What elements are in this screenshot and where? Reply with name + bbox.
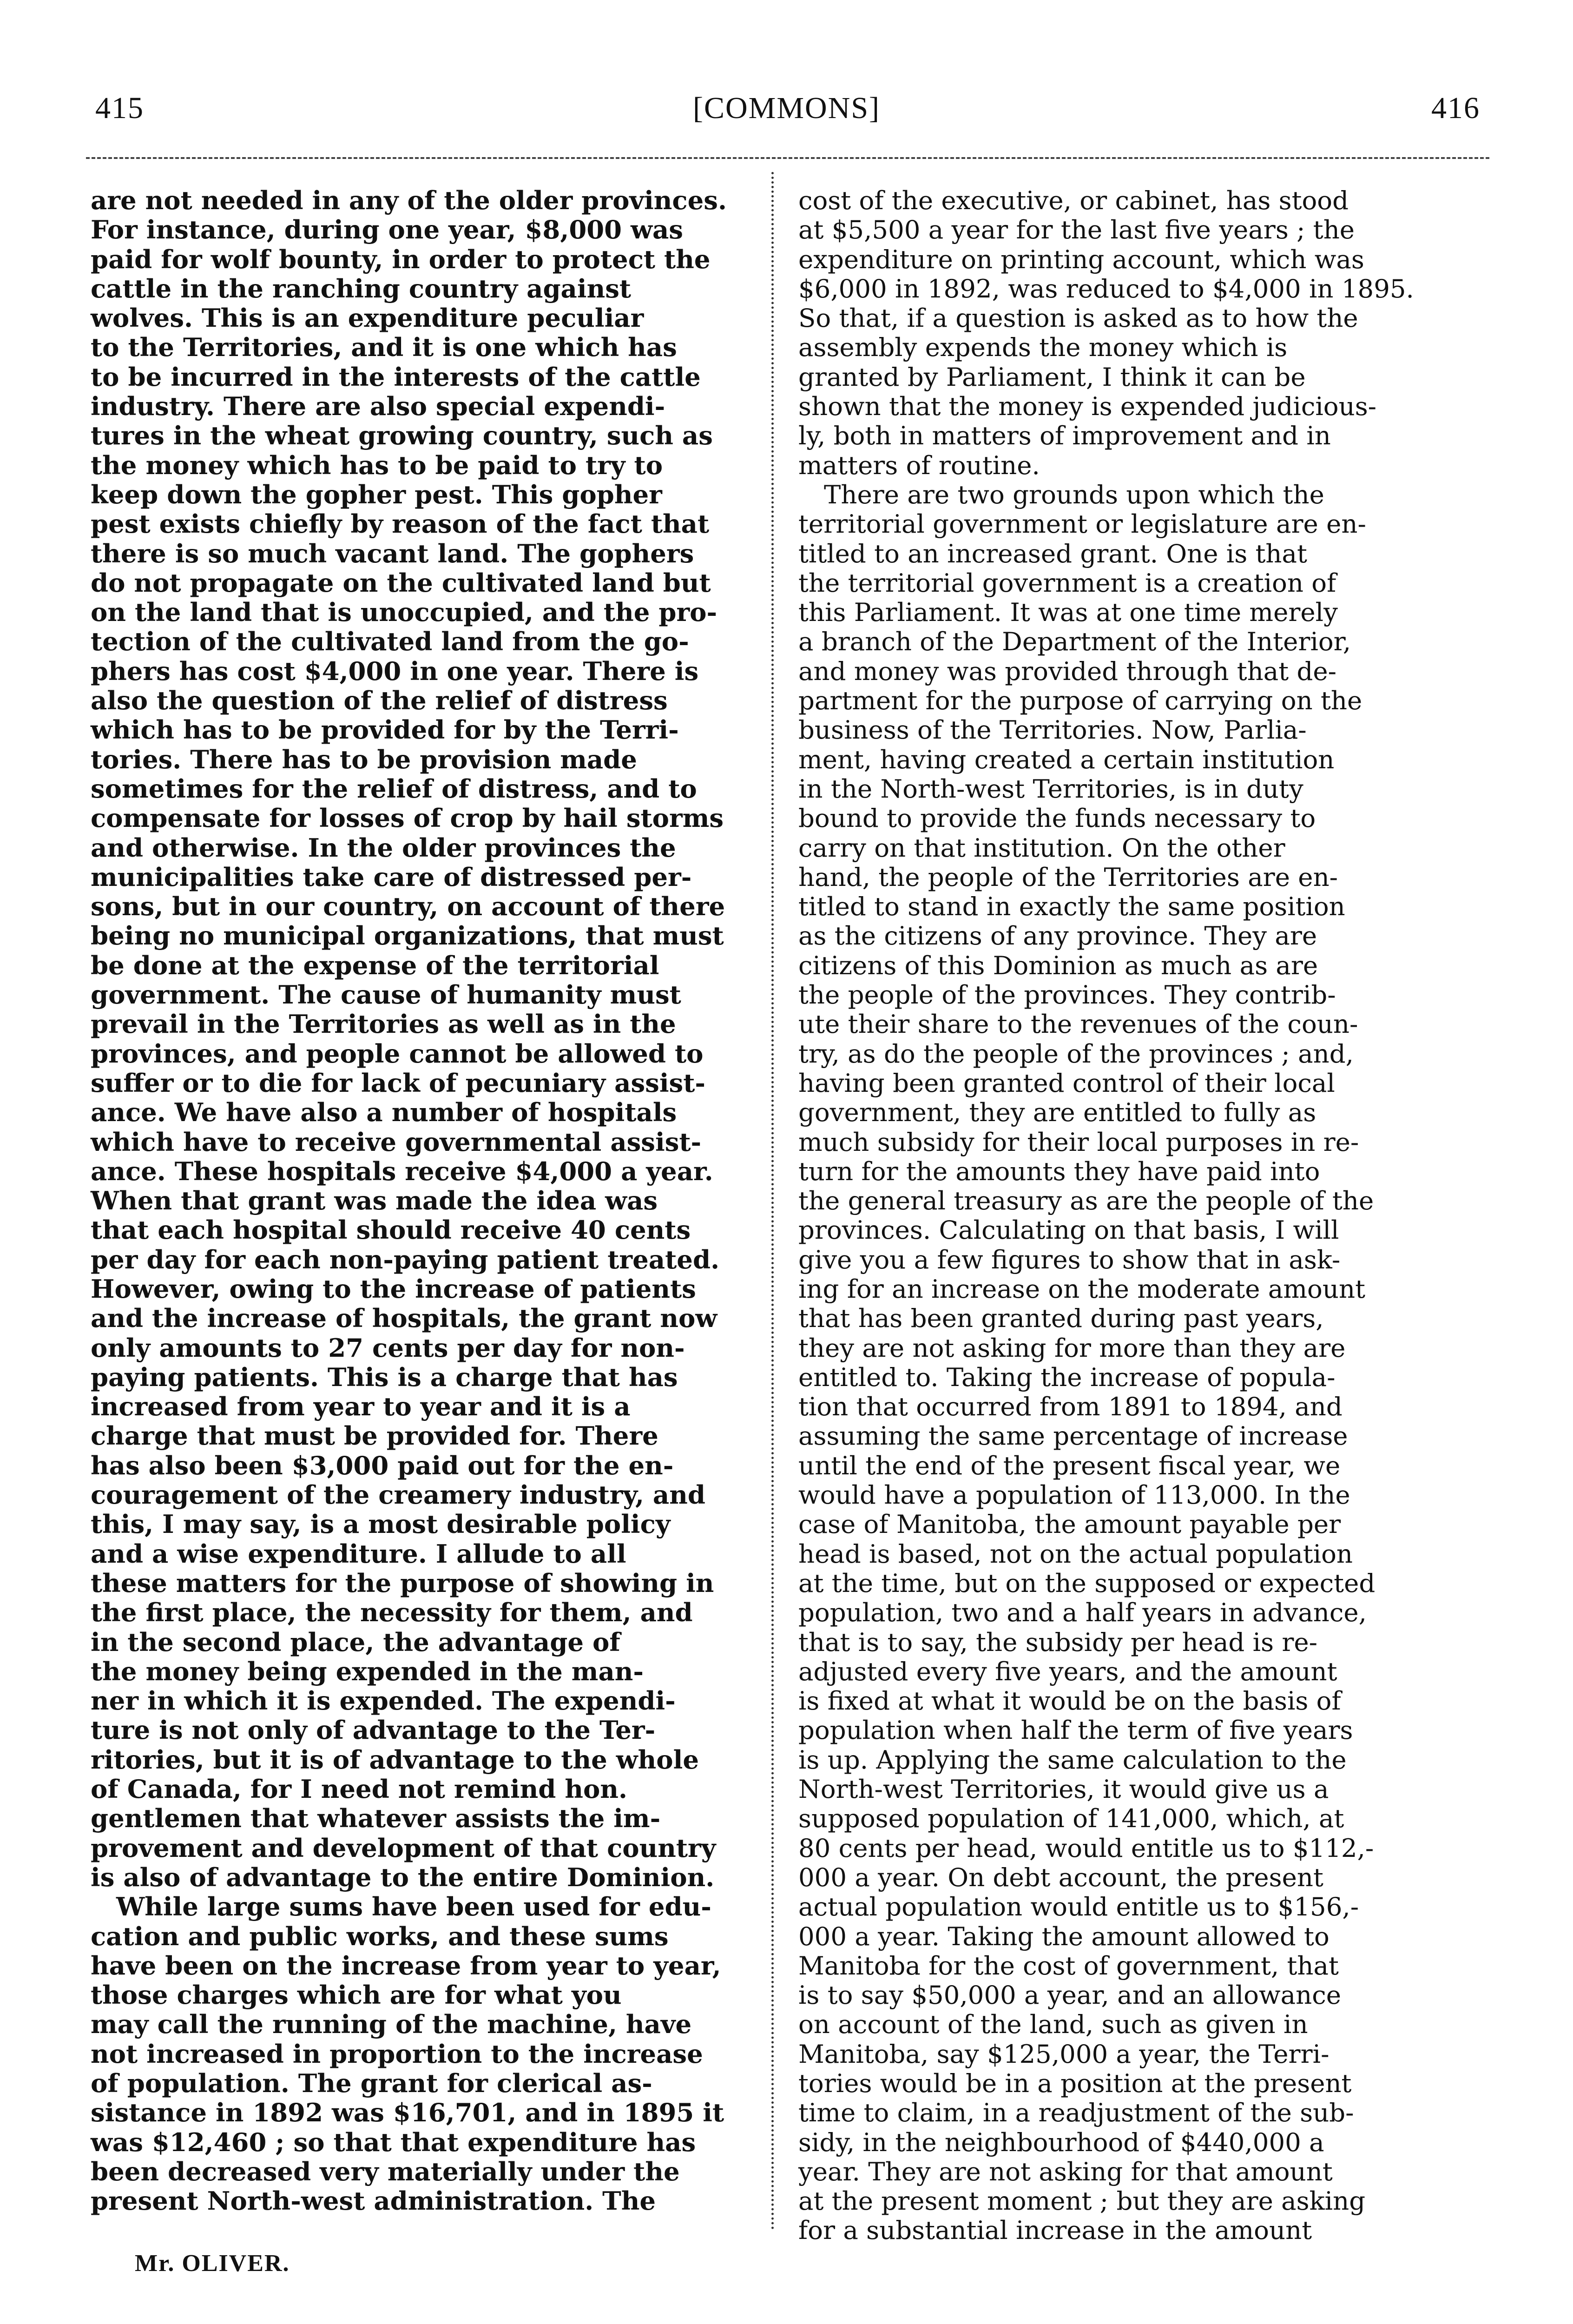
text-line: to be incurred in the interests of the cattle [91,362,701,392]
text-line: hand, the people of the Territories are en- [798,862,1338,892]
text-line: ritories, but it is of advantage to the whole [91,1744,699,1775]
text-line: tion that occurred from 1891 to 1894, and [798,1392,1343,1422]
text-line: do not propagate on the cultivated land but [91,568,711,598]
text-line: that each hospital should receive 40 cents [91,1215,691,1245]
text-line: tection of the cultivated land from the go- [91,627,689,657]
text-line: much subsidy for their local purposes in re- [798,1127,1359,1157]
text-line: be done at the expense of the territorial [91,950,659,980]
text-line: paid for wolf bounty, in order to protect the [91,244,711,274]
text-line: 000 a year. Taking the amount allowed to [798,1921,1329,1951]
text-line: head is based, not on the actual population [798,1538,1353,1569]
text-line: a branch of the Department of the Interior, [798,627,1351,657]
text-line: give you a few figures to show that in ask- [798,1244,1341,1274]
text-line: ner in which it is expended. The expendi- [91,1686,676,1716]
text-line: adjusted every five years, and the amount [798,1656,1337,1686]
text-line: until the end of the present fiscal year, we [798,1450,1341,1480]
left-column [91,186,737,2216]
left-page-number: 415 [95,91,144,125]
text-line: 000 a year. On debt account, the present [798,1862,1323,1892]
text-line: for a substantial increase in the amount [798,2215,1312,2245]
text-line: present North-west administration. The [91,2186,656,2216]
text-line: time to claim, in a readjustment of the sub- [798,2098,1354,2128]
text-line: having been granted control of their local [798,1068,1335,1098]
text-line: year. They are not asking for that amount [798,2156,1333,2186]
text-line: Manitoba, say $125,000 a year, the Terri- [798,2039,1329,2069]
text-line: the first place, the necessity for them, and [91,1598,693,1628]
text-line: per day for each non-paying patient treated. [91,1244,720,1274]
text-line: is fixed at what it would be on the basis of [798,1686,1341,1716]
text-line: provinces. Calculating on that basis, I will [798,1215,1339,1245]
text-line: provement and development of that country [91,1833,716,1863]
text-line: at the time, but on the supposed or expected [798,1568,1376,1598]
text-line: is also of advantage to the entire Dominion. [91,1862,715,1892]
text-line: expenditure on printing account, which was [798,244,1364,274]
text-line: tures in the wheat growing country, such as [91,421,713,451]
text-line: So that, if a question is asked as to how the [798,303,1358,333]
text-line: only amounts to 27 cents per day for non- [91,1333,685,1363]
text-line: to the Territories, and it is one which has [91,332,677,363]
text-line: ute their share to the revenues of the coun- [798,1009,1358,1039]
text-line: business of the Territories. Now, Parlia- [798,715,1307,745]
text-line: Manitoba for the cost of government, that [798,1950,1339,1981]
text-line: in the second place, the advantage of [91,1627,620,1657]
text-line: sometimes for the relief of distress, and to [91,773,697,804]
text-line: this Parliament. It was at one time merely [798,597,1338,627]
text-line: compensate for losses of crop by hail storms [91,803,724,833]
text-line: partment for the purpose of carrying on the [798,686,1362,716]
text-line: they are not asking for more than they are [798,1333,1346,1363]
text-line: For instance, during one year, $8,000 was [91,215,683,245]
text-line: gentlemen that whatever assists the im- [91,1803,661,1834]
column-divider [771,172,774,2231]
text-line: that is to say, the subsidy per head is re- [798,1627,1318,1657]
text-line: provinces, and people cannot be allowed to [91,1038,704,1069]
text-line: and otherwise. In the older provinces the [91,832,676,863]
text-line: titled to an increased grant. One is that [798,538,1307,568]
text-line: suffer or to die for lack of pecuniary assist- [91,1068,706,1098]
text-line: pest exists chiefly by reason of the fact that [91,509,710,539]
text-line: also the question of the relief of distress [91,686,668,716]
right-column [798,186,1444,2245]
text-line: charge that must be provided for. There [91,1421,658,1451]
text-line: keep down the gopher pest. This gopher [91,479,662,509]
text-line: which have to receive governmental assist- [91,1127,702,1157]
text-line: the territorial government is a creation of [798,568,1336,598]
text-line: is to say $50,000 a year, and an allowance [798,1980,1341,2010]
text-line: granted by Parliament, I think it can be [798,362,1306,392]
text-line: ing for an increase on the moderate amount [798,1274,1365,1304]
text-line: have been on the increase from year to year, [91,1950,721,1981]
text-line: may call the running of the machine, have [91,2009,692,2040]
text-line: phers has cost $4,000 in one year. There is [91,656,699,686]
text-line: cattle in the ranching country against [91,273,632,304]
text-line: tories would be in a position at the present [798,2068,1352,2098]
text-line: North-west Territories, it would give us a [798,1774,1329,1804]
text-line: industry. There are also special expendi- [91,391,665,422]
text-line: would have a population of 113,000. In the [798,1480,1350,1510]
text-line: entitled to. Taking the increase of popula- [798,1362,1336,1392]
text-line: municipalities take care of distressed per- [91,862,692,892]
text-line: being no municipal organizations, that must [91,921,724,951]
text-line: $6,000 in 1892, was reduced to $4,000 in 1895. [798,273,1414,304]
text-line: that has been granted during past years, [798,1303,1324,1334]
text-line: these matters for the purpose of showing in [91,1568,714,1598]
text-line: is up. Applying the same calculation to the [798,1744,1347,1775]
text-line: has also been $3,000 paid out for the en- [91,1450,674,1480]
text-line: shown that the money is expended judicious- [798,391,1377,422]
text-line: on the land that is unoccupied, and the pro- [91,597,717,627]
text-line: and money was provided through that de- [798,656,1337,686]
text-line: those charges which are for what you [91,1980,622,2010]
text-line: titled to stand in exactly the same position [798,891,1345,922]
text-line: not increased in proportion to the increase [91,2039,703,2069]
text-line: turn for the amounts they have paid into [798,1156,1320,1186]
text-line: and the increase of hospitals, the grant now [91,1303,717,1334]
text-line: the people of the provinces. They contrib- [798,980,1336,1010]
text-line: cost of the executive, or cabinet, has stood [798,185,1349,215]
text-line: was $12,460 ; so that that expenditure has [91,2127,696,2157]
text-line: While large sums have been used for edu- [116,1892,711,1922]
text-line: population, two and a half years in advance, [798,1598,1367,1628]
text-line: are not needed in any of the older provinces. [91,185,727,215]
text-line: government, they are entitled to fully as [798,1097,1316,1128]
text-line: in the North-west Territories, is in duty [798,773,1303,804]
text-line: ture is not only of advantage to the Ter- [91,1715,656,1745]
text-line: actual population would entitle us to $156,- [798,1892,1359,1922]
text-line: been decreased very materially under the [91,2156,680,2186]
text-line: of population. The grant for clerical as- [91,2068,652,2098]
text-line: However, owing to the increase of patients [91,1274,696,1304]
text-line: bound to provide the funds necessary to [798,803,1316,833]
text-line: at $5,500 a year for the last five years ; the [798,215,1355,245]
text-line: the money being expended in the man- [91,1656,644,1686]
right-page-number: 416 [1431,91,1480,125]
text-line: population when half the term of five years [798,1715,1353,1745]
text-line: assuming the same percentage of increase [798,1421,1348,1451]
text-line: tories. There has to be provision made [91,744,637,774]
text-line: citizens of this Dominion as much as are [798,950,1318,980]
text-line: increased from year to year and it is a [91,1392,631,1422]
text-line: territorial government or legislature are en- [798,509,1366,539]
text-line: cation and public works, and these sums [91,1921,669,1951]
text-line: sistance in 1892 was $16,701, and in 1895 it [91,2098,724,2128]
text-line: government. The cause of humanity must [91,980,681,1010]
text-line: at the present moment ; but they are asking [798,2186,1366,2216]
text-line: there is so much vacant land. The gophers [91,538,694,568]
text-line: try, as do the people of the provinces ; and, [798,1038,1354,1069]
text-line: prevail in the Territories as well as in the [91,1009,676,1039]
text-line: paying patients. This is a charge that has [91,1362,678,1392]
text-line: supposed population of 141,000, which, at [798,1803,1344,1834]
text-line: ly, both in matters of improvement and in [798,421,1331,451]
text-line: this, I may say, is a most desirable policy [91,1509,671,1539]
text-line: wolves. This is an expenditure peculiar [91,303,644,333]
header-rule [86,157,1489,159]
text-line: 80 cents per head, would entitle us to $112,- [798,1833,1374,1863]
text-line: as the citizens of any province. They are [798,921,1317,951]
text-line: couragement of the creamery industry, and [91,1480,705,1510]
text-line: There are two grounds upon which the [824,479,1324,509]
text-line: on account of the land, such as given in [798,2009,1308,2040]
text-line: sons, but in our country, on account of there [91,891,725,922]
text-line: case of Manitoba, the amount payable per [798,1509,1341,1539]
text-line: carry on that institution. On the other [798,832,1285,863]
text-line: assembly expends the money which is [798,332,1288,363]
text-line: ance. These hospitals receive $4,000 a year. [91,1156,713,1186]
text-line: which has to be provided for by the Terri- [91,715,679,745]
text-line: When that grant was made the idea was [91,1186,658,1216]
text-line: of Canada, for I need not remind hon. [91,1774,627,1804]
text-line: ment, having created a certain institution [798,744,1335,774]
text-line: matters of routine. [798,450,1040,480]
text-line: the money which has to be paid to try to [91,450,663,480]
text-line: and a wise expenditure. I allude to all [91,1538,626,1569]
text-line: ance. We have also a number of hospitals [91,1097,677,1128]
running-header: [COMMONS] [692,91,881,125]
text-line: the general treasury as are the people of the [798,1186,1374,1216]
text-line: sidy, in the neighbourhood of $440,000 a [798,2127,1324,2157]
speaker-footer: Mr. OLIVER. [135,2250,290,2277]
